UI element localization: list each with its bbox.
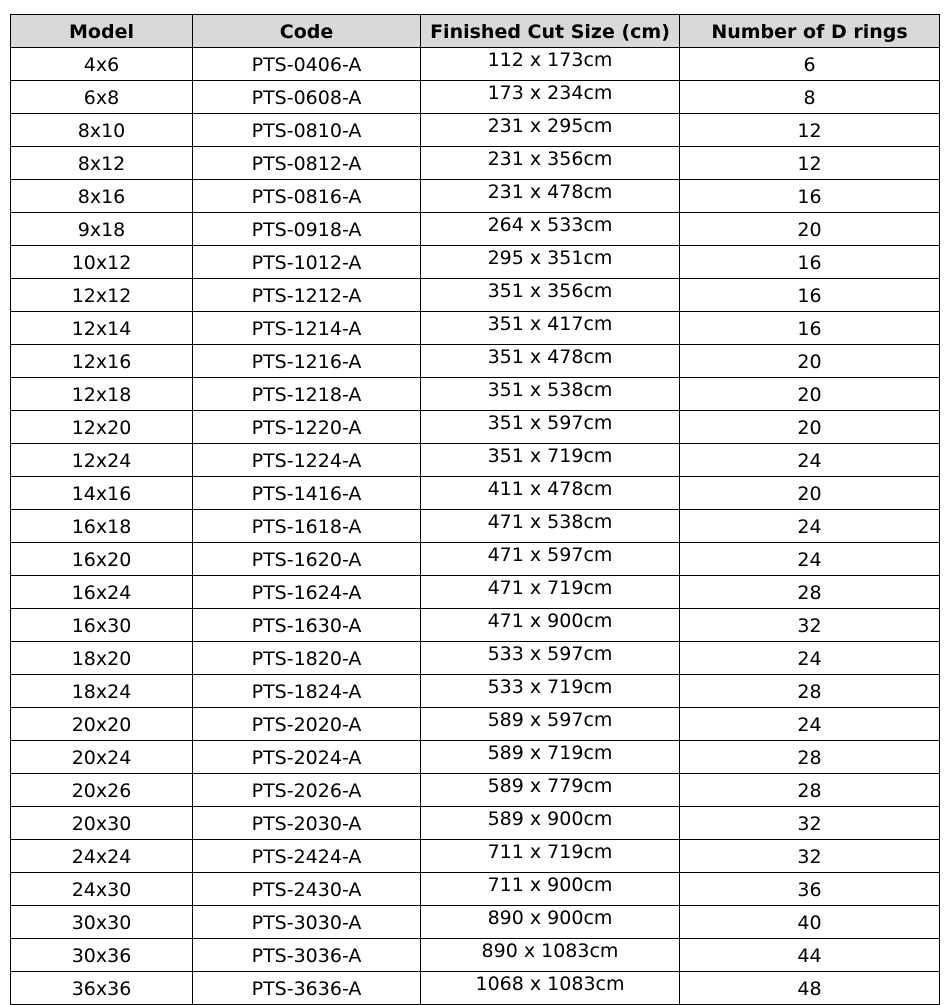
cell-model: 12x20 — [11, 411, 193, 444]
cell-code: PTS-2424-A — [193, 840, 421, 873]
table-row — [11, 774, 940, 807]
cell-d-rings: 24 — [680, 642, 940, 675]
cell-finished-cut-size: 231 x 478cm — [421, 180, 680, 213]
table-row — [11, 180, 940, 213]
cell-model: 12x14 — [11, 312, 193, 345]
specs-table-container — [10, 14, 939, 1005]
table-row — [11, 609, 940, 642]
cell-model: 8x10 — [11, 114, 193, 147]
cell-d-rings: 24 — [680, 444, 940, 477]
cell-code: PTS-0918-A — [193, 213, 421, 246]
header-finished-cut-size: Finished Cut Size (cm) — [421, 15, 680, 48]
cell-d-rings: 6 — [680, 48, 940, 81]
cell-d-rings: 24 — [680, 708, 940, 741]
cell-d-rings: 12 — [680, 147, 940, 180]
cell-finished-cut-size: 711 x 719cm — [421, 840, 680, 873]
header-model: Model — [11, 15, 193, 48]
table-row — [11, 741, 940, 774]
table-row — [11, 939, 940, 972]
cell-code: PTS-1630-A — [193, 609, 421, 642]
cell-finished-cut-size: 112 x 173cm — [421, 48, 680, 81]
cell-code: PTS-2430-A — [193, 873, 421, 906]
cell-finished-cut-size: 589 x 719cm — [421, 741, 680, 774]
cell-model: 16x20 — [11, 543, 193, 576]
table-row — [11, 642, 940, 675]
cell-finished-cut-size: 711 x 900cm — [421, 873, 680, 906]
table-row — [11, 246, 940, 279]
cell-d-rings: 28 — [680, 741, 940, 774]
cell-d-rings: 32 — [680, 840, 940, 873]
table-row — [11, 411, 940, 444]
cell-model: 14x16 — [11, 477, 193, 510]
cell-finished-cut-size: 351 x 417cm — [421, 312, 680, 345]
cell-d-rings: 32 — [680, 609, 940, 642]
table-row — [11, 543, 940, 576]
cell-model: 20x24 — [11, 741, 193, 774]
cell-d-rings: 12 — [680, 114, 940, 147]
cell-finished-cut-size: 351 x 597cm — [421, 411, 680, 444]
table-row — [11, 576, 940, 609]
cell-finished-cut-size: 295 x 351cm — [421, 246, 680, 279]
cell-finished-cut-size: 471 x 538cm — [421, 510, 680, 543]
cell-code: PTS-1216-A — [193, 345, 421, 378]
header-number-of-d-rings: Number of D rings — [680, 15, 940, 48]
cell-model: 12x16 — [11, 345, 193, 378]
cell-d-rings: 24 — [680, 543, 940, 576]
cell-finished-cut-size: 589 x 779cm — [421, 774, 680, 807]
table-row — [11, 48, 940, 81]
table-row — [11, 840, 940, 873]
cell-code: PTS-1012-A — [193, 246, 421, 279]
table-row — [11, 345, 940, 378]
cell-finished-cut-size: 589 x 900cm — [421, 807, 680, 840]
cell-finished-cut-size: 890 x 900cm — [421, 906, 680, 939]
cell-d-rings: 32 — [680, 807, 940, 840]
table-body — [11, 48, 940, 1005]
cell-model: 6x8 — [11, 81, 193, 114]
cell-finished-cut-size: 231 x 356cm — [421, 147, 680, 180]
cell-d-rings: 40 — [680, 906, 940, 939]
cell-finished-cut-size: 890 x 1083cm — [421, 939, 680, 972]
cell-code: PTS-1620-A — [193, 543, 421, 576]
cell-finished-cut-size: 231 x 295cm — [421, 114, 680, 147]
cell-d-rings: 28 — [680, 774, 940, 807]
cell-model: 24x30 — [11, 873, 193, 906]
cell-code: PTS-1618-A — [193, 510, 421, 543]
cell-d-rings: 36 — [680, 873, 940, 906]
cell-finished-cut-size: 351 x 719cm — [421, 444, 680, 477]
cell-d-rings: 24 — [680, 510, 940, 543]
table-row — [11, 444, 940, 477]
cell-model: 16x24 — [11, 576, 193, 609]
cell-code: PTS-1820-A — [193, 642, 421, 675]
table-row — [11, 906, 940, 939]
cell-model: 16x30 — [11, 609, 193, 642]
cell-model: 8x16 — [11, 180, 193, 213]
cell-model: 9x18 — [11, 213, 193, 246]
cell-code: PTS-2026-A — [193, 774, 421, 807]
cell-model: 20x30 — [11, 807, 193, 840]
cell-model: 30x30 — [11, 906, 193, 939]
cell-finished-cut-size: 264 x 533cm — [421, 213, 680, 246]
cell-finished-cut-size: 173 x 234cm — [421, 81, 680, 114]
cell-model: 8x12 — [11, 147, 193, 180]
cell-code: PTS-1212-A — [193, 279, 421, 312]
header-code: Code — [193, 15, 421, 48]
cell-code: PTS-0810-A — [193, 114, 421, 147]
cell-finished-cut-size: 411 x 478cm — [421, 477, 680, 510]
cell-finished-cut-size: 533 x 597cm — [421, 642, 680, 675]
table-row — [11, 807, 940, 840]
header-row — [11, 15, 940, 48]
cell-finished-cut-size: 351 x 478cm — [421, 345, 680, 378]
cell-finished-cut-size: 471 x 719cm — [421, 576, 680, 609]
cell-code: PTS-1214-A — [193, 312, 421, 345]
cell-model: 18x24 — [11, 675, 193, 708]
cell-finished-cut-size: 1068 x 1083cm — [421, 972, 680, 1005]
cell-model: 20x20 — [11, 708, 193, 741]
cell-code: PTS-1224-A — [193, 444, 421, 477]
cell-code: PTS-3036-A — [193, 939, 421, 972]
cell-code: PTS-0812-A — [193, 147, 421, 180]
table-row — [11, 477, 940, 510]
cell-finished-cut-size: 351 x 356cm — [421, 279, 680, 312]
cell-model: 16x18 — [11, 510, 193, 543]
cell-d-rings: 48 — [680, 972, 940, 1005]
cell-d-rings: 44 — [680, 939, 940, 972]
cell-model: 18x20 — [11, 642, 193, 675]
cell-d-rings: 8 — [680, 81, 940, 114]
cell-code: PTS-1824-A — [193, 675, 421, 708]
table-row — [11, 873, 940, 906]
cell-model: 24x24 — [11, 840, 193, 873]
cell-finished-cut-size: 471 x 900cm — [421, 609, 680, 642]
cell-model: 12x24 — [11, 444, 193, 477]
cell-d-rings: 16 — [680, 279, 940, 312]
cell-finished-cut-size: 589 x 597cm — [421, 708, 680, 741]
table-header — [11, 15, 940, 48]
cell-code: PTS-1218-A — [193, 378, 421, 411]
cell-code: PTS-2020-A — [193, 708, 421, 741]
table-row — [11, 81, 940, 114]
cell-d-rings: 28 — [680, 675, 940, 708]
cell-code: PTS-3030-A — [193, 906, 421, 939]
cell-d-rings: 20 — [680, 378, 940, 411]
cell-model: 12x12 — [11, 279, 193, 312]
cell-d-rings: 20 — [680, 411, 940, 444]
cell-code: PTS-2024-A — [193, 741, 421, 774]
table-row — [11, 114, 940, 147]
cell-code: PTS-0816-A — [193, 180, 421, 213]
cell-model: 20x26 — [11, 774, 193, 807]
cell-code: PTS-0406-A — [193, 48, 421, 81]
cell-code: PTS-1416-A — [193, 477, 421, 510]
cell-code: PTS-2030-A — [193, 807, 421, 840]
cell-finished-cut-size: 471 x 597cm — [421, 543, 680, 576]
cell-d-rings: 16 — [680, 180, 940, 213]
cell-code: PTS-1624-A — [193, 576, 421, 609]
cell-d-rings: 20 — [680, 477, 940, 510]
table-row — [11, 279, 940, 312]
tarp-specs-table — [10, 14, 940, 1005]
cell-model: 12x18 — [11, 378, 193, 411]
cell-code: PTS-1220-A — [193, 411, 421, 444]
cell-code: PTS-0608-A — [193, 81, 421, 114]
table-row — [11, 675, 940, 708]
table-row — [11, 510, 940, 543]
cell-model: 10x12 — [11, 246, 193, 279]
cell-code: PTS-3636-A — [193, 972, 421, 1005]
table-row — [11, 378, 940, 411]
cell-finished-cut-size: 351 x 538cm — [421, 378, 680, 411]
cell-d-rings: 16 — [680, 312, 940, 345]
cell-finished-cut-size: 533 x 719cm — [421, 675, 680, 708]
table-row — [11, 708, 940, 741]
cell-d-rings: 28 — [680, 576, 940, 609]
cell-d-rings: 20 — [680, 345, 940, 378]
cell-model: 4x6 — [11, 48, 193, 81]
cell-d-rings: 16 — [680, 246, 940, 279]
table-row — [11, 213, 940, 246]
cell-model: 30x36 — [11, 939, 193, 972]
cell-model: 36x36 — [11, 972, 193, 1005]
table-row — [11, 147, 940, 180]
cell-d-rings: 20 — [680, 213, 940, 246]
table-row — [11, 312, 940, 345]
